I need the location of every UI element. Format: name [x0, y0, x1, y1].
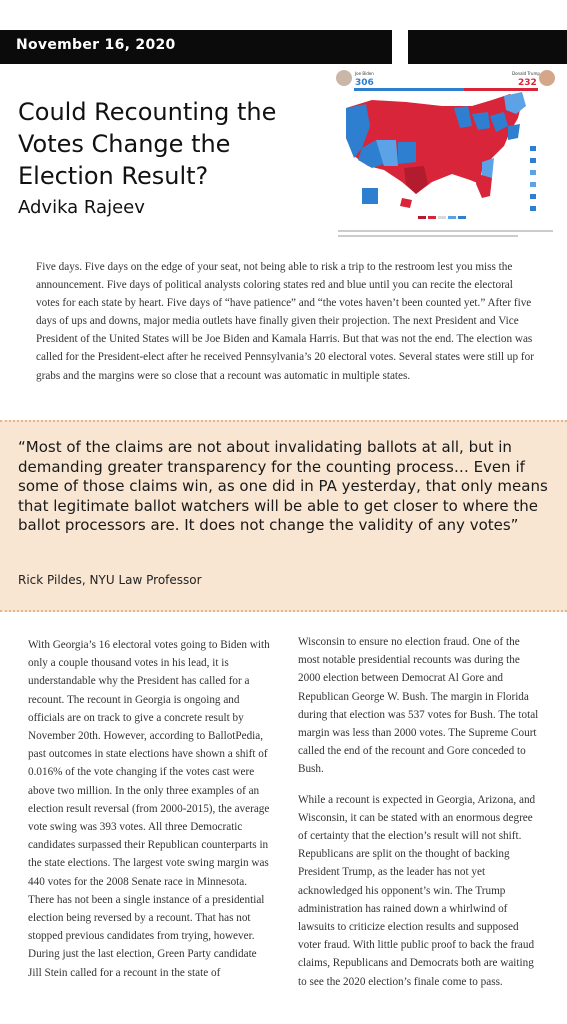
caption-line — [338, 230, 553, 232]
biden-progress — [354, 88, 464, 91]
publication-date: November 16, 2020 — [16, 37, 176, 53]
key-swatch — [458, 216, 466, 219]
lead-paragraph: Five days. Five days on the edge of your seat, not being able to risk a trip to the restroom lest you miss the announcement. Five days of political analysts coloring states red and blue until you can recite the electoral votes for each state by heart. Five days of “have patience” and “the votes haven’t been counted yet.” After five days of ups and downs, major media outlets have finally given their projection. The next President and Vice President of the United States will be Joe Biden and Kamala Harris. But that was not the end. The election was called for the President-elect after he received Pennsylvania’s 20 electoral votes. Several states were still up for grabs and the margins were so close that a recount was automatic in multiple states. — [36, 261, 534, 382]
body-paragraph: Wisconsin to ensure no election fraud. One of the most notable presidential recounts was during the 2000 election between Democrat Al Gore and Republican George W. Bush. The margin in Florida during that election was 537 votes for Bush. The total margin was less than 2000 votes. The Supreme Court called the end of the recount and Gore conceded to Bush. — [298, 636, 539, 776]
election-map-figure — [332, 66, 559, 246]
trump-avatar — [539, 70, 555, 86]
trump-votes: 232 — [518, 78, 537, 88]
pullquote-text: “Most of the claims are not about invalidating ballots at all, but in demanding greater transparency for the counting process… Even if some of those claims win, as one did in PA yesterday, that only means that legitimate ballot watchers will be able to get closer to where the ballot processors are. It does not change the validity of any votes” — [18, 438, 548, 534]
key-swatch — [448, 216, 456, 219]
biden-avatar — [336, 70, 352, 86]
date-banner — [0, 30, 392, 64]
body-column-left — [28, 636, 273, 982]
election-map-graphic — [332, 66, 559, 246]
caption-line — [338, 235, 518, 237]
body-paragraph: With Georgia’s 16 electoral votes going to Biden with only a couple thousand votes in his lead, it is understandable why the President has called for a recount. The recount in Georgia is ongoing and officials are on track to give a concrete result by November 20th. However, according to BallotPedia, past outcomes in state elections have shown a shift of 0.016% of the vote changing if the votes cast were above two million. In the only three examples of an election result reversal (from 2000-2015), the average vote swing was 393 votes. All three Democratic candidates surpassed their Republican counterparts in the state elections. The largest vote swing margin was 440 votes for the 2008 Senate race in Minnesota. There has not been a single instance of a presidential election being reversed by a recount. That has not stopped previous candidates from trying, however. During just the last election, Green Party candidate Jill Stein called for a recount in the state of — [28, 639, 270, 979]
article-author: Advika Rajeev — [18, 197, 145, 218]
us-map — [346, 92, 526, 208]
pullquote-attribution: Rick Pildes, NYU Law Professor — [18, 573, 202, 587]
key-swatch — [418, 216, 426, 219]
key-swatch — [438, 216, 446, 219]
banner-block — [408, 30, 567, 64]
body-column-right — [298, 633, 543, 991]
key-swatch — [428, 216, 436, 219]
body-paragraph: While a recount is expected in Georgia, Arizona, and Wisconsin, it can be stated with an enormous degree of certainty that the election’s result will not shift. Republicans are split on the thought of backing President Trump, as the leader has not yet acknowledged his opponent’s win. The Trump administration has rained down a whirlwind of lawsuits to criticize election results and supposed voter fraud. With little public proof to back the fraud claims, Republicans and Democrats both are waiting to see the 2020 election’s finale come to pass. — [298, 793, 536, 988]
trump-progress — [464, 88, 538, 91]
biden-name: Joe Biden — [355, 71, 374, 76]
article-title: Could Recounting the Votes Change the Election Result? — [18, 98, 277, 190]
biden-votes: 306 — [355, 78, 374, 88]
trump-name: Donald Trump — [512, 71, 540, 76]
map-legend — [530, 146, 536, 211]
